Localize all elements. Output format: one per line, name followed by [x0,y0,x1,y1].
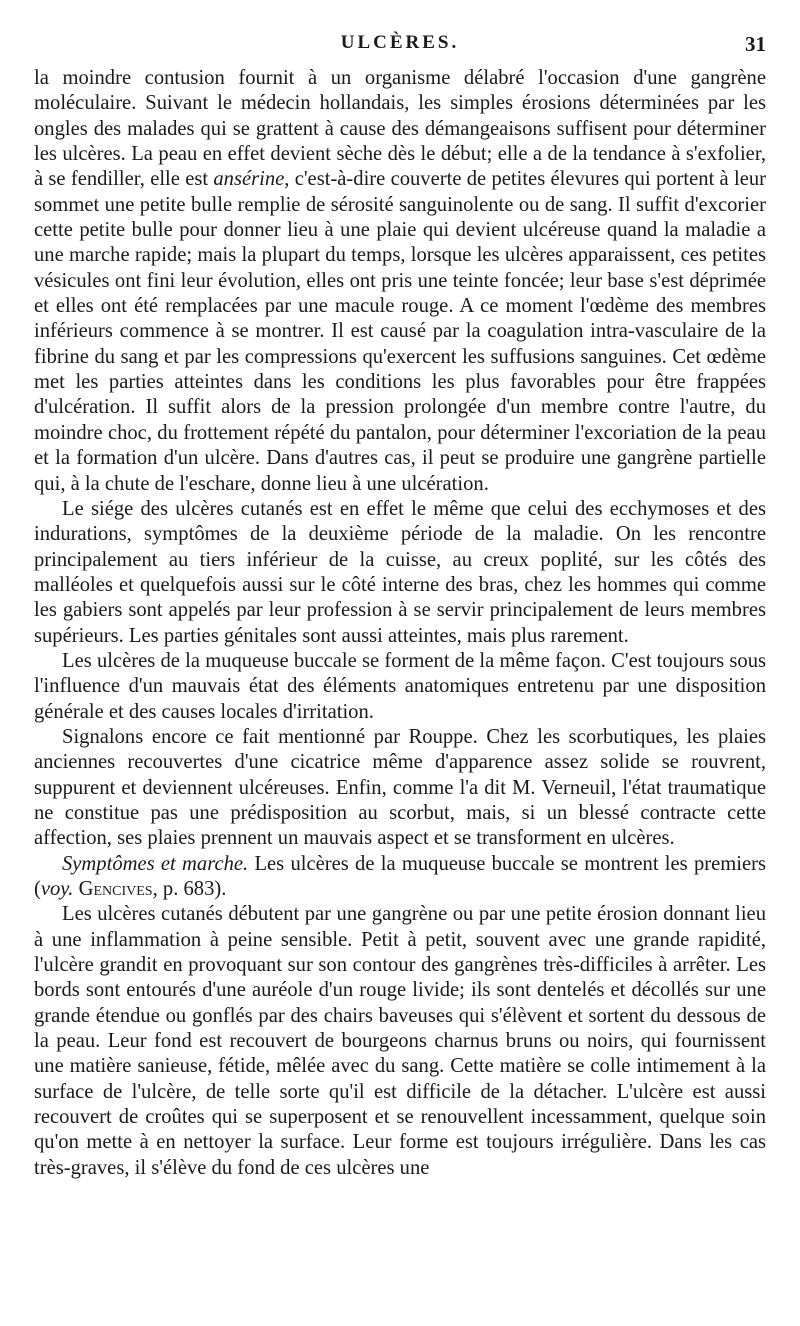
paragraph-6: Les ulcères cutanés débutent par une gangrène ou par une petite érosion donnant lieu à une inflammation à peine sensible. Petit à petit, souvent avec une grande rapidité, l'ulcère grandit en provoquant sur son contour des gangrènes très-difficiles à arrêter. Les bords sont entourés d'une auréole d'un rouge livide; ils sont dentelés et décollés sur une grande étendue ou gonflés par des chairs baveuses qui s'élèvent et sortent du dessous de la peau. Leur fond est recouvert de bourgeons charnus bruns ou noirs, qui fournissent une matière sanieuse, fétide, mêlée avec du sang. Cette matière se colle intimement à la surface de l'ulcère, de telle sorte qu'il est difficile de la détacher. L'ulcère est aussi recouvert de croûtes qui se superposent et se renouvellent incessamment, quelque soin qu'on mette à en nettoyer la surface. Leur forme est toujours irrégulière. Dans les cas très-graves, il s'élève du fond de ces ulcères une [34,903,766,1179]
paragraph-3: Les ulcères de la muqueuse buccale se forment de la même façon. C'est toujours sous l'influence d'un mauvais état des éléments anatomiques entretenu par une disposition générale et des causes locales d'irritation. [34,649,766,723]
paragraph-5 [34,852,766,903]
section-heading: Symptômes et marche. [62,852,249,875]
page-number: 31 [745,32,766,56]
paragraph-1 [34,66,766,497]
running-title: ULCÈRES. [340,32,460,53]
paragraph-1-text-a: la moindre contusion fournit à un organisme délabré l'occasion d'une gangrène moléculaire. Suivant le médecin hollandais, les simples érosions déterminées par les ongles des malades qui se grattent à cause des démangeaisons suffisent pour déterminer les ulcères. La peau en effet devient sèche dès le début; elle a de la tendance à s'exfolier, à se fendiller, elle est [34,67,766,191]
paragraph-4: Signalons encore ce fait mentionné par Rouppe. Chez les scorbutiques, les plaies anciennes recouvertes d'une cicatrice même d'apparence assez solide se rouvrent, suppurent et deviennent ulcéreuses. Enfin, comme l'a dit M. Verneuil, l'état traumatique ne constitue pas une prédisposition au scorbut, mais, si un blessé contracte cette affection, ses plaies prennent un mauvais aspect et se transforment en ulcères. [34,725,766,850]
paragraph-1-text-b: , c'est-à-dire couverte de petites élevures qui portent à leur sommet une petite bulle remplie de sérosité sanguinolente ou de sang. Il suffit d'excorier cette petite bulle pour donner lieu à une plaie qui devient ulcéreuse quand la maladie a une marche rapide; mais la plupart du temps, lorsque les ulcères apparaissent, ces petites vésicules ont fini leur évolution, elles ont pris une teinte foncée; leur base s'est déprimée et elles ont été remplacées par une macule rouge. A ce moment l'œdème des membres inférieurs commence à se montrer. Il est causé par la coagulation intra-vasculaire de la fibrine du sang et par les compressions qu'exercent les suffusions sanguines. Cet œdème met les parties atteintes dans les conditions les plus favorables pour être frappées d'ulcération. Il suffit alors de la pression prolongée d'un membre contre l'autre, du moindre choc, du frottement répété du pantalon, pour déterminer l'excoriation de la peau et la formation d'un ulcère. Dans d'autres cas, il peut se produire une gangrène partielle qui, à la chute de l'eschare, donne lieu à une ulcération. [34,168,766,495]
voy-abbrev: voy. [40,878,74,900]
paragraph-5-text-a: Les ulcères de la muqueuse buccale se montrent les premiers ( [34,852,767,900]
paragraph-2: Le siége des ulcères cutanés est en effet le même que celui des ecchymoses et des indurations, symptômes de la deuxième période de la maladie. On les rencontre principalement au tiers inférieur de la cuisse, au creux poplité, sur les côtés des malléoles et quelquefois aussi sur le côté interne des bras, chez les hommes qui comme les gabiers sont appelés par leur profession à se servir principalement de leurs membres supérieurs. Les parties génitales sont aussi atteintes, mais plus rarement. [34,497,766,647]
running-header [34,32,766,66]
cross-reference: Gencives [73,878,153,900]
page-body [34,66,766,1181]
italic-term: ansérine [213,168,285,191]
paragraph-5-text-b: , p. 683). [152,878,227,900]
